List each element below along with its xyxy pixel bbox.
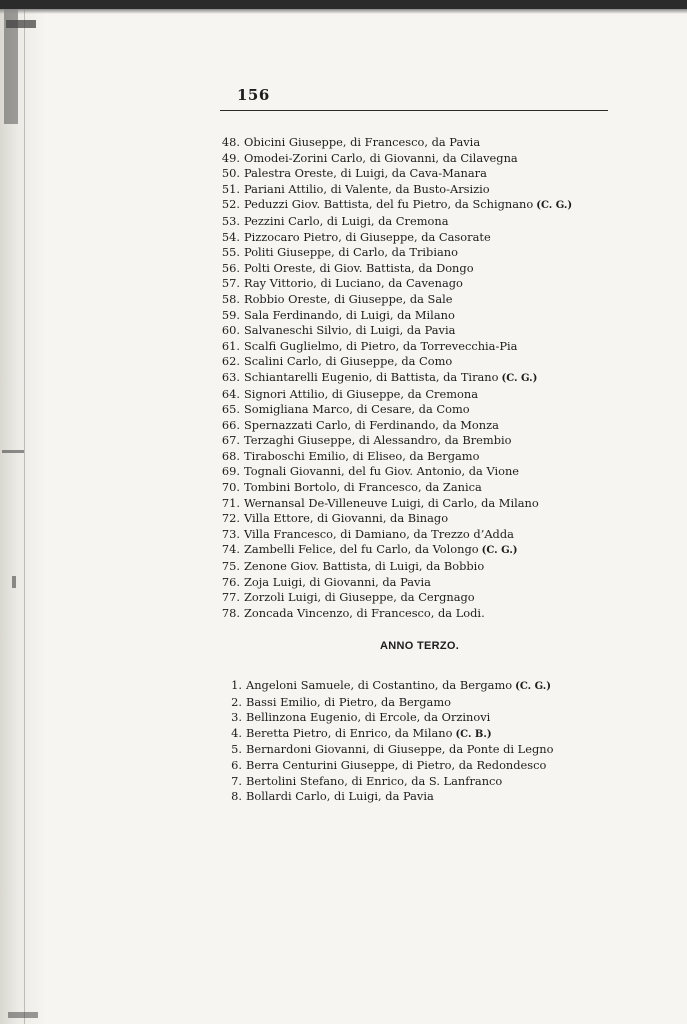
entry-text: Tombini Bortolo, di Francesco, da Zanica — [244, 480, 482, 495]
entry-number: 71. — [221, 495, 240, 510]
list-item — [230, 789, 553, 805]
entry-number: 65. — [221, 402, 240, 417]
page-binding-edge — [0, 0, 46, 1024]
binding-stain — [6, 20, 36, 28]
list-item — [220, 166, 572, 182]
list-item — [220, 230, 572, 246]
entry-text: Zoja Luigi, di Giovanni, da Pavia — [244, 574, 431, 589]
entry-text: Obicini Giuseppe, di Francesco, da Pavia — [244, 135, 481, 149]
entry-text: Politi Giuseppe, di Carlo, da Tribiano — [244, 245, 458, 260]
entry-text: Villa Francesco, di Damiano, da Trezzo d’Adda — [244, 526, 514, 541]
entry-text: Tognali Giovanni, del fu Giov. Antonio, da Vione — [244, 464, 520, 479]
entry-number: 78. — [221, 605, 240, 620]
entry-text: Terzaghi Giuseppe, di Alessandro, da Brembio — [244, 433, 512, 448]
entry-number: 49. — [221, 150, 240, 165]
entry-number: 61. — [221, 338, 240, 353]
entry-number: 63. — [221, 369, 240, 384]
entry-text: Bellinzona Eugenio, di Ercole, da Orzinovi — [246, 710, 491, 725]
entry-number: 58. — [221, 291, 240, 306]
list-item — [220, 418, 572, 434]
entry-number: 6. — [231, 757, 242, 772]
list-item — [220, 354, 572, 370]
student-list-continued — [220, 135, 572, 621]
list-item — [220, 261, 572, 277]
entry-number: 48. — [221, 135, 240, 149]
entry-text: Zorzoli Luigi, di Giuseppe, da Cergnago — [244, 590, 475, 605]
entry-number: 66. — [221, 417, 240, 432]
header-rule — [220, 110, 608, 111]
list-item — [220, 197, 572, 214]
list-item — [220, 480, 572, 496]
entry-number: 51. — [221, 181, 240, 196]
list-item — [220, 590, 572, 606]
list-item — [220, 511, 572, 527]
list-item — [220, 214, 572, 230]
list-item — [220, 387, 572, 403]
list-item — [230, 742, 553, 758]
entry-number: 68. — [221, 448, 240, 463]
list-item — [220, 276, 572, 292]
entry-text: Berra Centurini Giuseppe, di Pietro, da Redondesco — [246, 757, 547, 772]
entry-number: 52. — [221, 197, 240, 212]
entry-text: Wernansal De-Villeneuve Luigi, di Carlo, da Milano — [244, 495, 539, 510]
entry-text: Tiraboschi Emilio, di Eliseo, da Bergamo — [244, 448, 480, 463]
entry-number: 3. — [231, 710, 242, 725]
entry-text: Villa Ettore, di Giovanni, da Binago — [244, 511, 449, 526]
list-item — [220, 542, 572, 559]
entry-number: 5. — [231, 742, 242, 757]
binding-stain — [8, 1012, 38, 1018]
entry-number: 76. — [221, 574, 240, 589]
section-heading: ANNO TERZO. — [380, 640, 460, 652]
list-item — [220, 496, 572, 512]
entry-text: Bernardoni Giovanni, di Giuseppe, da Ponte di Legno — [246, 742, 554, 757]
entry-text: Bassi Emilio, di Pietro, da Bergamo — [246, 694, 451, 709]
entry-text: Zoncada Vincenzo, di Francesco, da Lodi. — [244, 605, 485, 620]
list-item — [220, 370, 572, 387]
entry-text: Polti Oreste, di Giov. Battista, da Dongo — [244, 260, 474, 275]
entry-number: 50. — [221, 166, 240, 181]
list-item — [230, 774, 553, 790]
entry-number: 67. — [221, 433, 240, 448]
list-item — [220, 402, 572, 418]
list-item — [220, 433, 572, 449]
entry-text: Zambelli Felice, del fu Carlo, da Volongo — [244, 542, 479, 557]
student-list-third-year — [230, 678, 553, 805]
list-item — [220, 323, 572, 339]
list-item — [230, 695, 553, 711]
list-item — [220, 559, 572, 575]
entry-number: 2. — [231, 694, 242, 709]
entry-text: Bertolini Stefano, di Enrico, da S. Lanfranco — [246, 773, 503, 788]
entry-text: Zenone Giov. Battista, di Luigi, da Bobbio — [244, 559, 485, 574]
entry-text: Scalini Carlo, di Giuseppe, da Como — [244, 354, 453, 369]
entry-mark: (C. B.) — [455, 728, 492, 740]
entry-number: 64. — [221, 386, 240, 401]
list-item — [220, 245, 572, 261]
list-item — [220, 339, 572, 355]
list-item — [230, 678, 553, 695]
entry-text: Somigliana Marco, di Cesare, da Como — [244, 402, 470, 417]
list-item — [220, 151, 572, 167]
list-item — [220, 292, 572, 308]
page-number: 156 — [237, 86, 270, 104]
entry-number: 54. — [221, 229, 240, 244]
entry-text: Palestra Oreste, di Luigi, da Cava-Manara — [244, 166, 487, 181]
entry-number: 74. — [221, 542, 240, 557]
entry-text: Pezzini Carlo, di Luigi, da Cremona — [244, 213, 449, 228]
entry-number: 4. — [231, 725, 242, 740]
entry-text: Scalfi Guglielmo, di Pietro, da Torrevecchia-Pia — [244, 338, 518, 353]
entry-text: Peduzzi Giov. Battista, del fu Pietro, da Schignano — [244, 197, 534, 212]
list-item — [230, 758, 553, 774]
entry-number: 55. — [221, 245, 240, 260]
list-item — [220, 308, 572, 324]
list-item — [220, 182, 572, 198]
entry-number: 73. — [221, 526, 240, 541]
list-item — [230, 726, 553, 743]
entry-text: Pariani Attilio, di Valente, da Busto-Arsizio — [244, 181, 490, 196]
entry-text: Ray Vittorio, di Luciano, da Cavenago — [244, 276, 463, 291]
entry-number: 57. — [221, 276, 240, 291]
entry-text: Spernazzati Carlo, di Ferdinando, da Monza — [244, 417, 499, 432]
list-item — [220, 575, 572, 591]
entry-mark: (C. G.) — [536, 200, 573, 212]
entry-number: 53. — [221, 213, 240, 228]
entry-number: 77. — [221, 590, 240, 605]
list-item — [220, 527, 572, 543]
entry-mark: (C. G.) — [515, 681, 552, 692]
entry-number: 72. — [221, 511, 240, 526]
list-item — [220, 606, 572, 622]
entry-text: Salvaneschi Silvio, di Luigi, da Pavia — [244, 323, 456, 338]
entry-number: 56. — [221, 260, 240, 275]
entry-text: Sala Ferdinando, di Luigi, da Milano — [244, 307, 455, 322]
entry-text: Beretta Pietro, di Enrico, da Milano — [246, 725, 453, 740]
entry-number: 8. — [231, 789, 242, 804]
entry-text: Bollardi Carlo, di Luigi, da Pavia — [246, 789, 434, 804]
list-item — [220, 464, 572, 480]
entry-number: 62. — [221, 354, 240, 369]
page-top-edge — [0, 0, 687, 9]
binding-fold-line — [24, 0, 25, 1024]
entry-number: 60. — [221, 323, 240, 338]
page-top-shadow — [0, 9, 687, 14]
entry-number: 59. — [221, 307, 240, 322]
entry-text: Signori Attilio, di Giuseppe, da Cremona — [244, 386, 479, 401]
entry-text: Schiantarelli Eugenio, di Battista, da Tirano — [244, 369, 499, 384]
entry-text: Robbio Oreste, di Giuseppe, da Sale — [244, 291, 453, 306]
list-item — [220, 449, 572, 465]
entry-number: 1. — [231, 678, 242, 692]
entry-number: 7. — [231, 773, 242, 788]
binding-stain — [12, 576, 16, 588]
entry-number: 75. — [221, 559, 240, 574]
entry-number: 70. — [221, 480, 240, 495]
entry-text: Omodei-Zorini Carlo, di Giovanni, da Cilavegna — [244, 150, 518, 165]
entry-mark: (C. G.) — [481, 545, 518, 557]
list-item — [220, 135, 572, 151]
entry-text: Angeloni Samuele, di Costantino, da Bergamo — [246, 678, 513, 692]
entry-text: Pizzocaro Pietro, di Giuseppe, da Casorate — [244, 229, 491, 244]
list-item — [230, 710, 553, 726]
binding-stain — [2, 450, 24, 453]
entry-mark: (C. G.) — [501, 372, 538, 384]
entry-number: 69. — [221, 464, 240, 479]
